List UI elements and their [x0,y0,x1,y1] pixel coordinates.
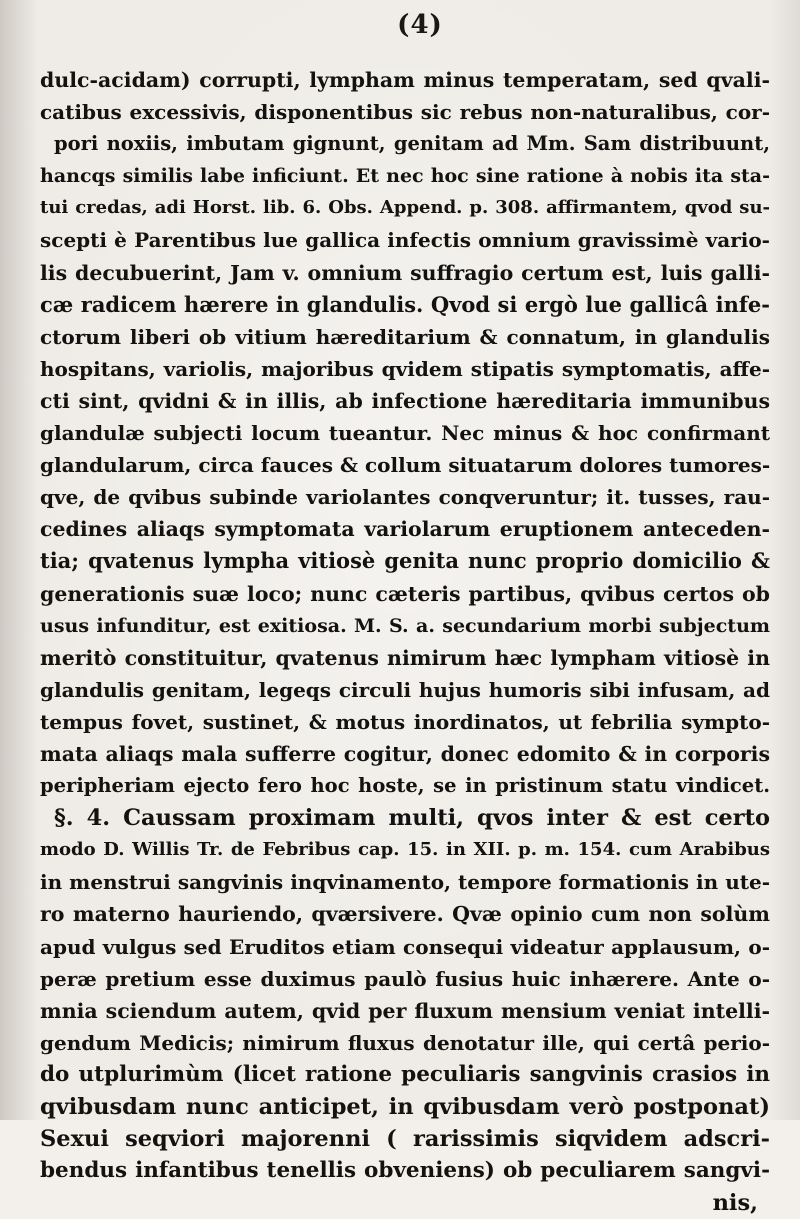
text-line: usus infunditur, est exitiosa. M. S. a. secundarium morbi subjectum [40,614,770,637]
text-line: mata aliaqs mala sufferre cogitur, donec edomito & in corporis [40,741,770,766]
text-line: tui credas, adi Horst. lib. 6. Obs. Append. p. 308. affirmantem, qvod su- [40,197,770,219]
text-line: cæ radicem hærere in glandulis. Qvod si ergò lue gallicâ infe- [40,291,770,317]
binding-gutter-shadow [0,0,38,1120]
text-line: tia; qvatenus lympha vitiosè genita nunc proprio domicilio & [40,548,770,574]
text-line: qve, de qvibus subinde variolantes conqveruntur; it. tusses, rau- [40,485,770,510]
text-line: hospitans, variolis, majoribus qvidem stipatis symptomatis, affe- [40,356,770,381]
text-line: lis decubuerint, Jam v. omnium suffragio certum est, luis galli- [40,260,770,285]
section-heading-line: §. 4. Caussam proximam multi, qvos inter & est certo [54,805,770,832]
text-line: glandularum, circa fauces & collum situatarum dolores tumores- [40,453,770,478]
text-line: meritò constituitur, qvatenus nimirum hæc lympham vitiosè in [40,645,770,670]
text-line: modo D. Willis Tr. de Febribus cap. 15. in XII. p. m. 154. cum Arabibus [40,839,770,861]
text-line: ro materno hauriendo, qværsivere. Qvæ opinio cum non solùm [40,902,770,927]
text-line: pori noxiis, imbutam gignunt, genitam ad Mm. Sam distribuunt, [54,132,770,156]
text-line: Sexui seqviori majorenni ( rarissimis siqvidem adscri- [40,1126,770,1153]
text-line: gendum Medicis; nimirum fluxus denotatur ille, qui certâ perio- [40,1030,770,1055]
text-line: dulc-acidam) corrupti, lympham minus temperatam, sed qvali- [40,68,770,92]
text-line: scepti è Parentibus lue gallica infectis omnium gravissimè vario- [40,228,770,253]
text-line: peræ pretium esse duximus paulò fusius huic inhærere. Ante o- [40,966,770,991]
text-line: hancqs similis labe inficiunt. Et nec hoc sine ratione à nobis ita sta- [40,165,770,188]
text-line: bendus infantibus tenellis obveniens) ob peculiarem sangvi- [40,1158,770,1184]
text-line: catibus excessivis, disponentibus sic rebus non-naturalibus, cor- [40,100,770,125]
text-line: glandulæ subjecti locum tueantur. Nec minus & hoc confirmant [40,421,770,446]
text-line: generationis suæ loco; nunc cæteris partibus, qvibus certos ob [40,581,770,606]
text-line: glandulis genitam, legeqs circuli hujus humoris sibi infusam, ad [40,677,770,702]
text-line: ctorum liberi ob vitium hæreditarium & connatum, in glandulis [40,324,770,349]
text-line: mnia sciendum autem, qvid per fluxum mensium veniat intelli- [40,998,770,1023]
text-line: peripheriam ejecto fero hoc hoste, se in pristinum statu vindicet. [40,774,770,798]
text-line: apud vulgus sed Eruditos etiam consequi videatur applausum, o- [40,934,770,959]
text-line: in menstrui sangvinis inqvinamento, tempore formationis in ute- [40,870,770,895]
text-line: qvibusdam nunc anticipet, in qvibusdam verò postponat) [40,1094,770,1120]
text-line: cedines aliaqs symptomata variolarum eruptionem anteceden- [40,517,770,542]
text-line: do utplurimùm (licet ratione peculiaris sangvinis crasios in [40,1061,770,1087]
page-edge-shadow [770,0,800,1120]
catchword: nis, [712,1190,758,1217]
body-text [40,64,770,1219]
page-number: (4) [397,10,443,40]
text-line: cti sint, qvidni & in illis, ab infectione hæreditaria immunibus [40,388,770,413]
text-line: tempus fovet, sustinet, & motus inordinatos, ut febrilia sympto- [40,709,770,734]
